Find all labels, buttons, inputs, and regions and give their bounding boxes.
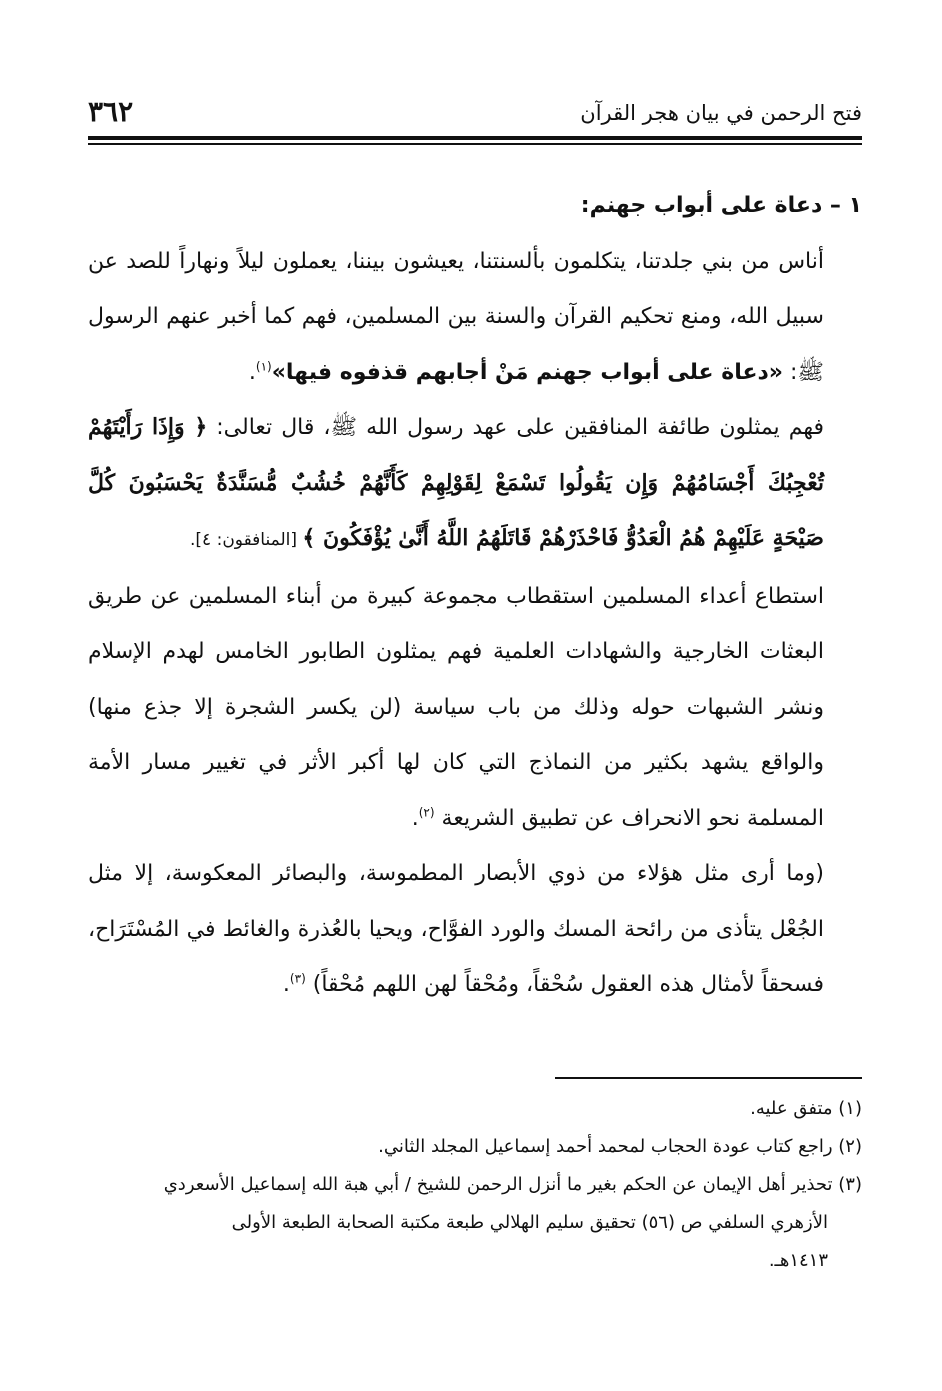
hadith-quote: «دعاة على أبواب جهنم مَنْ أجابهم قذفوه فيها» — [271, 359, 784, 385]
footnote-1: (١) متفق عليه. — [750, 1098, 862, 1119]
paragraph-3-end: . — [411, 805, 419, 831]
paragraph-4-end: . — [282, 972, 290, 997]
running-title: فتح الرحمن في بيان هجر القرآن — [580, 101, 862, 125]
paragraph-3 — [88, 569, 862, 847]
footnote-marker-3: (٣) — [289, 971, 306, 986]
paragraph-4-text: (وما أرى مثل هؤلاء من ذوي الأبصار المطموسة، والبصائر المعكوسة، إلا مثل الجُعْل يتأذى من رائحة المسك والورد الفوَّاح، ويحيا بالعُذرة والغائط في المُسْتَرَاح، فسحقاً لأمثال هذه العقول سُحْقاً، ومُحْقاً لهن اللهم مُحْقاً) — [88, 861, 824, 997]
footnote-2: (٢) راجع كتاب عودة الحجاب لمحمد أحمد إسماعيل المجلد الثاني. — [378, 1136, 862, 1157]
paragraph-2-intro: فهم يمثلون طائفة المنافقين على عهد رسول الله ﷺ، قال تعالى: — [207, 415, 825, 440]
footnote-marker-2: (٢) — [418, 805, 435, 820]
section-heading: ١ – دعاة على أبواب جهنم: — [580, 193, 862, 218]
verse-reference: [المنافقون: ٤]. — [190, 530, 303, 550]
paragraph-2 — [88, 400, 862, 569]
footnote-3-line-3: ١٤١٣هـ. — [768, 1250, 828, 1271]
footnote-3-line-1: (٣) تحذير أهل الإيمان عن الحكم بغير ما أنزل الرحمن للشيخ / أبي هبة الله إسماعيل الأسعردي — [163, 1174, 862, 1195]
header-rule-thin — [88, 143, 862, 145]
main-text — [88, 178, 862, 1013]
page-header — [88, 92, 862, 128]
paragraph-3-text: استطاع أعداء المسلمين استقطاب مجموعة كبيرة من أبناء المسلمين عن طريق البعثات الخارجية والشهادات العلمية فهم يمثلون الطابور الخامس لهدم الإسلام ونشر الشبهات حوله وذلك من باب سياسة (لن يكسر الشجرة إلا جذع منها) والواقع يشهد بكثير من النماذج التي كان لها أكبر الأثر في تغيير مسار الأمة المسلمة نحو الانحراف عن تطبيق الشريعة — [88, 583, 824, 831]
paragraph-4 — [88, 846, 862, 1013]
page-number: ٣٦٢ — [88, 95, 134, 128]
footnote-separator — [555, 1077, 862, 1079]
paragraph-1 — [88, 234, 862, 401]
header-rule-thick — [88, 136, 862, 140]
footnote-marker-1: (١) — [255, 359, 272, 374]
footnote-3-line-2: الأزهري السلفي ص (٥٦) تحقيق سليم الهلالي طبعة مكتبة الصحابة الطبعة الأولى — [231, 1212, 828, 1233]
paragraph-1-end: . — [248, 359, 256, 385]
footnotes — [88, 1090, 862, 1280]
paragraph-1-intro: أناس من بني جلدتنا، يتكلمون بألسنتنا، يعيشون بيننا، يعملون ليلاً ونهاراً للصد عن سبيل الله، ومنع تحكيم القرآن والسنة بين المسلمين، فهم كما أخبر عنهم الرسول ﷺ: — [88, 248, 824, 385]
quran-verse: ﴿ وَإِذَا رَأَيْتَهُمْ تُعْجِبُكَ أَجْسَامُهُمْ وَإِن يَقُولُوا تَسْمَعْ لِقَوْلِهِمْ كَأَنَّهُمْ خُشُبٌ مُّسَنَّدَةٌ يَحْسَبُونَ كُلَّ صَيْحَةٍ عَلَيْهِمْ هُمُ الْعَدُوُّ فَاحْذَرْهُمْ قَاتَلَهُمُ اللَّهُ أَنَّىٰ يُؤْفَكُونَ ﴾ — [88, 414, 824, 551]
